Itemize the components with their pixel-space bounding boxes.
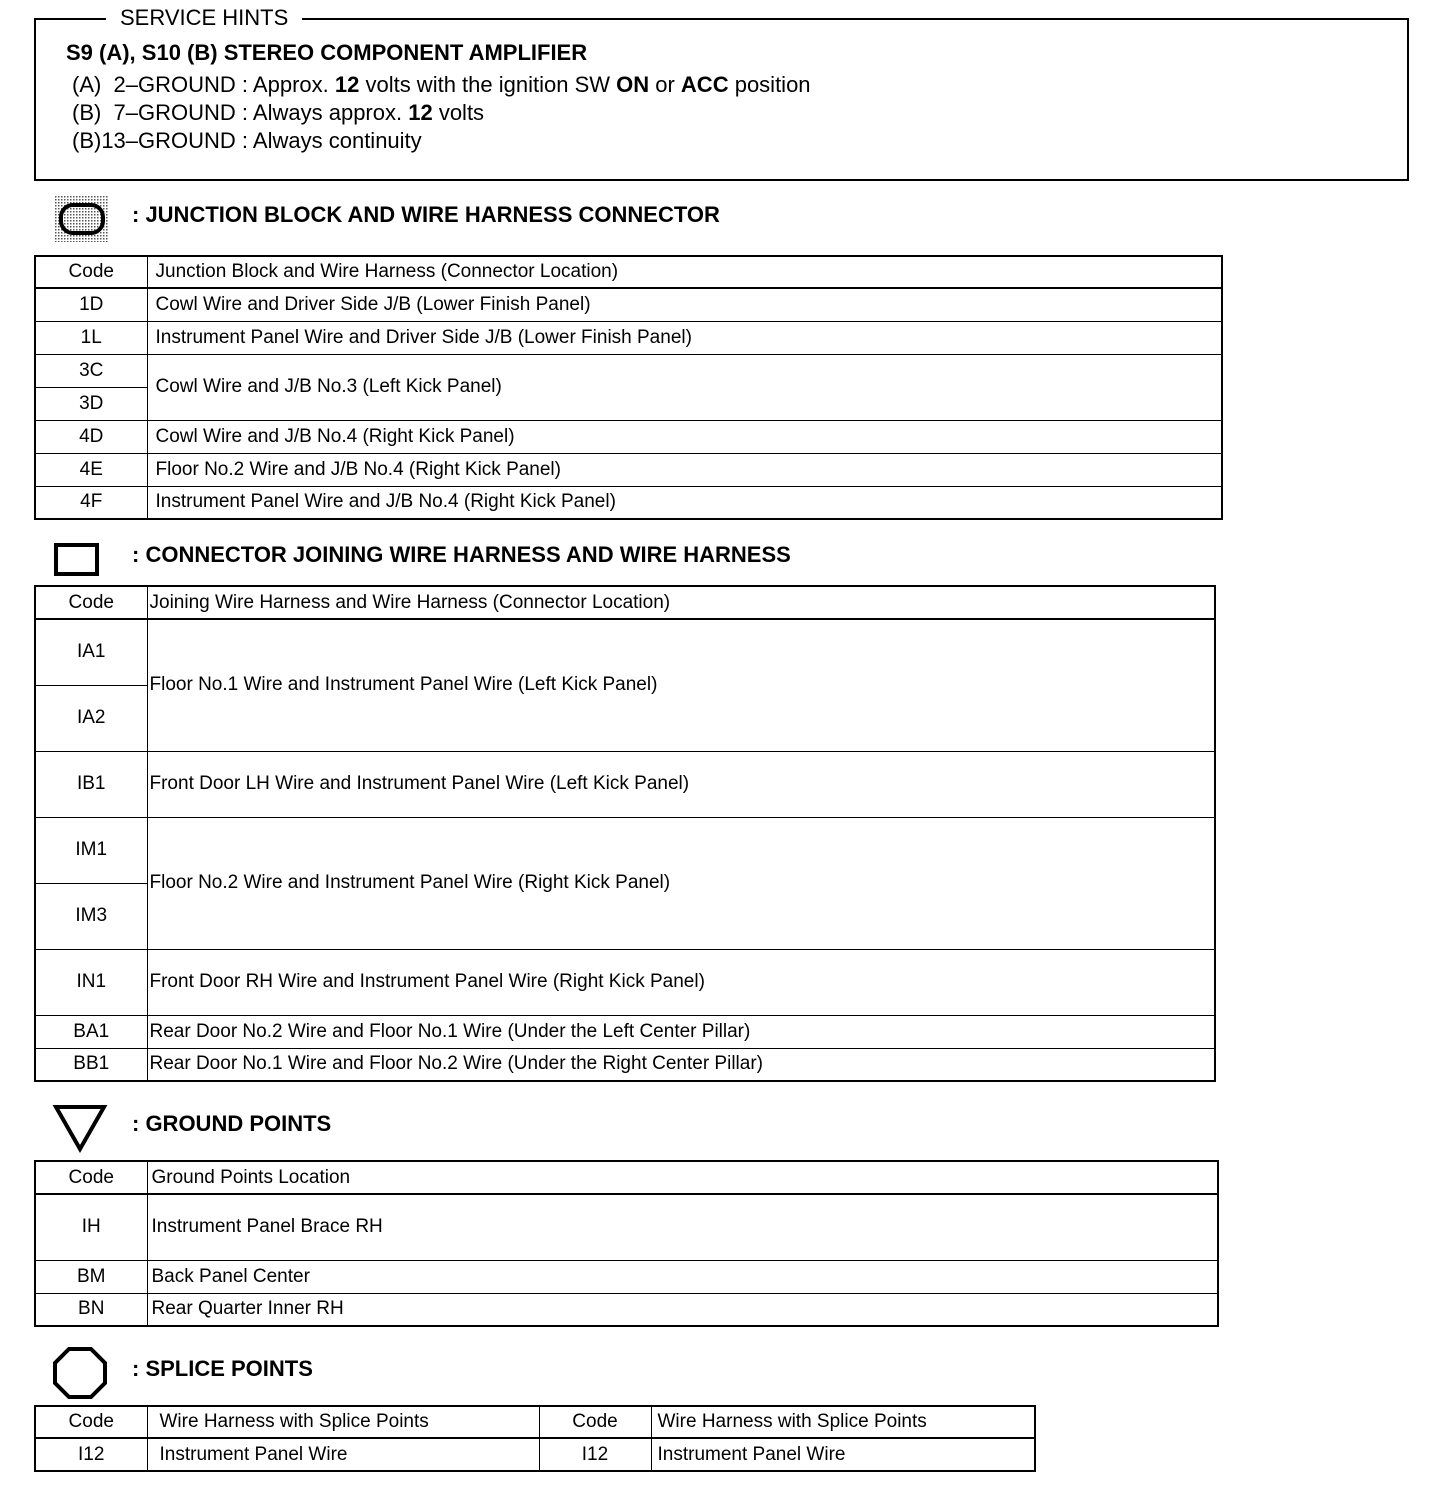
table-row [35,420,1222,453]
junction-section-title: : JUNCTION BLOCK AND WIRE HARNESS CONNECTOR [132,202,720,227]
table-row [35,1438,1035,1471]
table-row [35,1048,1215,1081]
splice-header-code: Code [35,1406,147,1438]
service-hints-heading: S9 (A), S10 (B) STEREO COMPONENT AMPLIFIER [66,40,588,65]
code-cell: 3C [35,354,147,387]
ground-header-code: Code [35,1161,147,1194]
splice-header-harness-2: Wire Harness with Splice Points [651,1406,1035,1438]
location-cell: Rear Door No.2 Wire and Floor No.1 Wire (Under the Left Center Pillar) [147,1015,1215,1048]
table-row [35,486,1222,519]
junction-table [34,255,1223,520]
location-cell: Floor No.1 Wire and Instrument Panel Wire (Left Kick Panel) [147,619,1215,751]
location-cell: Instrument Panel Wire and Driver Side J/B (Lower Finish Panel) [147,321,1222,354]
location-cell: Floor No.2 Wire and J/B No.4 (Right Kick Panel) [147,453,1222,486]
table-row [35,1260,1218,1293]
table-row [35,321,1222,354]
splice-octagon-icon [52,1346,108,1400]
hint-line-a2: (A) 2–GROUND : Approx. 12 volts with the ignition SW ON or ACC position [72,72,811,97]
location-cell: Cowl Wire and Driver Side J/B (Lower Finish Panel) [147,288,1222,321]
junction-header-code: Code [35,256,147,288]
location-cell: Rear Quarter Inner RH [147,1293,1218,1326]
code-cell: 1D [35,288,147,321]
splice-table [34,1405,1036,1472]
code-cell: IA1 [35,619,147,685]
code-cell: IM1 [35,817,147,883]
connector-section-title: : CONNECTOR JOINING WIRE HARNESS AND WIRE HARNESS [132,542,791,567]
table-row [35,751,1215,817]
table-row [35,1194,1218,1260]
ground-table [34,1160,1219,1327]
code-cell: BA1 [35,1015,147,1048]
table-row [35,1015,1215,1048]
table-row [35,619,1215,685]
location-cell: Cowl Wire and J/B No.4 (Right Kick Panel) [147,420,1222,453]
code-cell: 1L [35,321,147,354]
code-cell: IM3 [35,883,147,949]
location-cell: Front Door LH Wire and Instrument Panel Wire (Left Kick Panel) [147,751,1215,817]
code-cell: IH [35,1194,147,1260]
hint-line-b13: (B)13–GROUND : Always continuity [72,128,422,153]
table-row [35,288,1222,321]
table-row [35,354,1222,387]
code-cell: 4F [35,486,147,519]
code-cell: 4D [35,420,147,453]
code-cell: IN1 [35,949,147,1015]
hint-line-b7: (B) 7–GROUND : Always approx. 12 volts [72,100,485,125]
splice-section-title: : SPLICE POINTS [132,1356,313,1381]
harness-cell: Instrument Panel Wire [147,1438,539,1471]
connector-header-code: Code [35,586,147,619]
code-cell: IB1 [35,751,147,817]
location-cell: Instrument Panel Brace RH [147,1194,1218,1260]
ground-section-title: : GROUND POINTS [132,1111,332,1136]
code-cell: I12 [35,1438,147,1471]
ground-header-location: Ground Points Location [147,1161,1218,1194]
table-row [35,1293,1218,1326]
ground-triangle-icon [52,1103,108,1153]
splice-header-code-2: Code [539,1406,651,1438]
junction-header-location: Junction Block and Wire Harness (Connector Location) [147,256,1222,288]
code-cell: BB1 [35,1048,147,1081]
table-row [35,817,1215,883]
code-cell: IA2 [35,685,147,751]
code-cell: 3D [35,387,147,420]
connector-table [34,585,1216,1082]
connector-icon [54,543,100,577]
harness-cell: Instrument Panel Wire [651,1438,1035,1471]
splice-header-harness: Wire Harness with Splice Points [147,1406,539,1438]
location-cell: Cowl Wire and J/B No.3 (Left Kick Panel) [147,354,1222,420]
location-cell: Front Door RH Wire and Instrument Panel Wire (Right Kick Panel) [147,949,1215,1015]
location-cell: Instrument Panel Wire and J/B No.4 (Right Kick Panel) [147,486,1222,519]
code-cell: BM [35,1260,147,1293]
location-cell: Back Panel Center [147,1260,1218,1293]
table-row [35,949,1215,1015]
table-row [35,453,1222,486]
service-hints-title: SERVICE HINTS [106,4,302,32]
location-cell: Floor No.2 Wire and Instrument Panel Wire (Right Kick Panel) [147,817,1215,949]
code-cell: BN [35,1293,147,1326]
code-cell: 4E [35,453,147,486]
connector-header-location: Joining Wire Harness and Wire Harness (Connector Location) [147,586,1215,619]
code-cell: I12 [539,1438,651,1471]
junction-block-icon [55,196,111,244]
location-cell: Rear Door No.1 Wire and Floor No.2 Wire (Under the Right Center Pillar) [147,1048,1215,1081]
